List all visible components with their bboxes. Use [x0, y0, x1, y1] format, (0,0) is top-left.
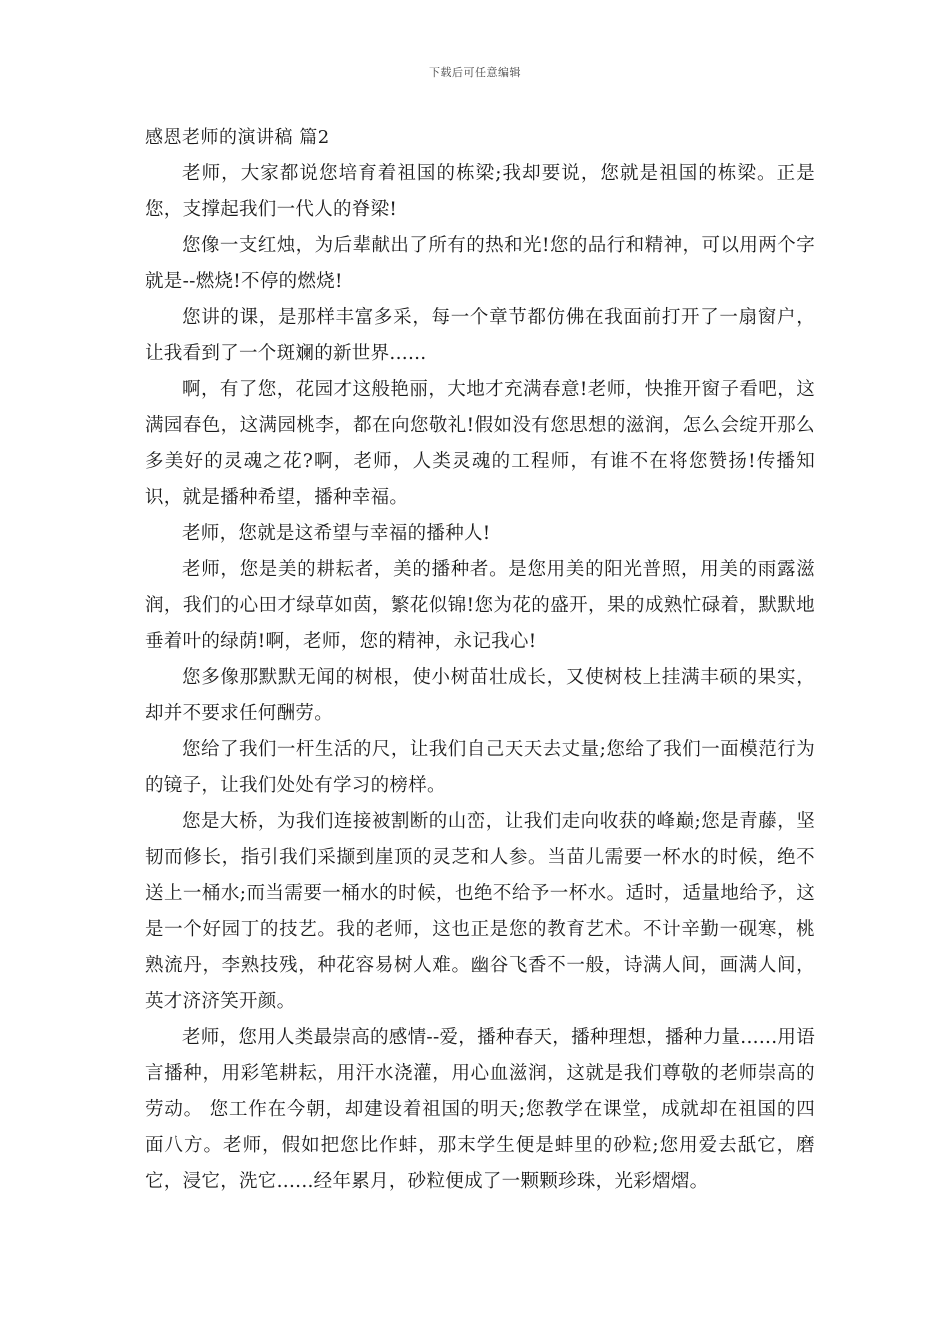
paragraph: 老师，大家都说您培育着祖国的栋梁;我却要说，您就是祖国的栋梁。正是您，支撑起我们一代人的脊梁!: [145, 163, 815, 220]
paragraph: 您多像那默默无闻的树根，使小树苗壮成长，又使树枝上挂满丰硕的果实，却并不要求任何酬劳。: [145, 667, 815, 724]
paragraph: 啊，有了您，花园才这般艳丽，大地才充满春意!老师，快推开窗子看吧，这满园春色，这满园桃李，都在向您敬礼!假如没有您思想的滋润，怎么会绽开那么多美好的灵魂之花?啊，老师，人类灵魂的工程师，有谁不在将您赞扬!传播知识，就是播种希望，播种幸福。: [145, 379, 815, 508]
paragraph: 老师，您是美的耕耘者，美的播种者。是您用美的阳光普照，用美的雨露滋润，我们的心田才绿草如茵，繁花似锦!您为花的盛开，果的成熟忙碌着，默默地垂着叶的绿荫!啊，老师，您的精神，永记我心!: [145, 559, 815, 652]
paragraph: 老师，您用人类最崇高的感情--爱，播种春天，播种理想，播种力量......用语言播种，用彩笔耕耘，用汗水浇灌，用心血滋润，这就是我们尊敬的老师崇高的劳动。 您工作在今朝，却建设着祖国的明天;您教学在课堂，成就却在祖国的四面八方。老师，假如把您比作蚌，那末学生便是蚌里的砂粒;您用爱去舐它，磨它，浸它，洗它......经年累月，砂粒便成了一颗颗珍珠，光彩熠熠。: [145, 1027, 815, 1192]
page-header: 下载后可任意编辑: [429, 66, 521, 79]
paragraph: 您是大桥，为我们连接被割断的山峦，让我们走向收获的峰巅;您是青藤，坚韧而修长，指引我们采撷到崖顶的灵芝和人参。当苗儿需要一杯水的时候，绝不送上一桶水;而当需要一桶水的时候，也绝不给予一杯水。适时，适量地给予，这是一个好园丁的技艺。我的老师，这也正是您的教育艺术。不计辛勤一砚寒，桃熟流丹，李熟技残，种花容易树人难。幽谷飞香不一般，诗满人间，画满人间，英才济济笑开颜。: [145, 811, 815, 1012]
paragraph: 您讲的课，是那样丰富多采，每一个章节都仿佛在我面前打开了一扇窗户，让我看到了一个斑斓的新世界......: [145, 307, 815, 364]
paragraph: 您给了我们一杆生活的尺，让我们自己天天去丈量;您给了我们一面模范行为的镜子，让我们处处有学习的榜样。: [145, 739, 815, 796]
paragraph: 您像一支红烛，为后辈献出了所有的热和光!您的品行和精神，可以用两个字就是--燃烧!不停的燃烧!: [145, 235, 815, 292]
paragraph: 老师，您就是这希望与幸福的播种人!: [182, 523, 491, 544]
document-title: 感恩老师的演讲稿 篇2: [145, 127, 330, 148]
document-body: [145, 126, 815, 1200]
